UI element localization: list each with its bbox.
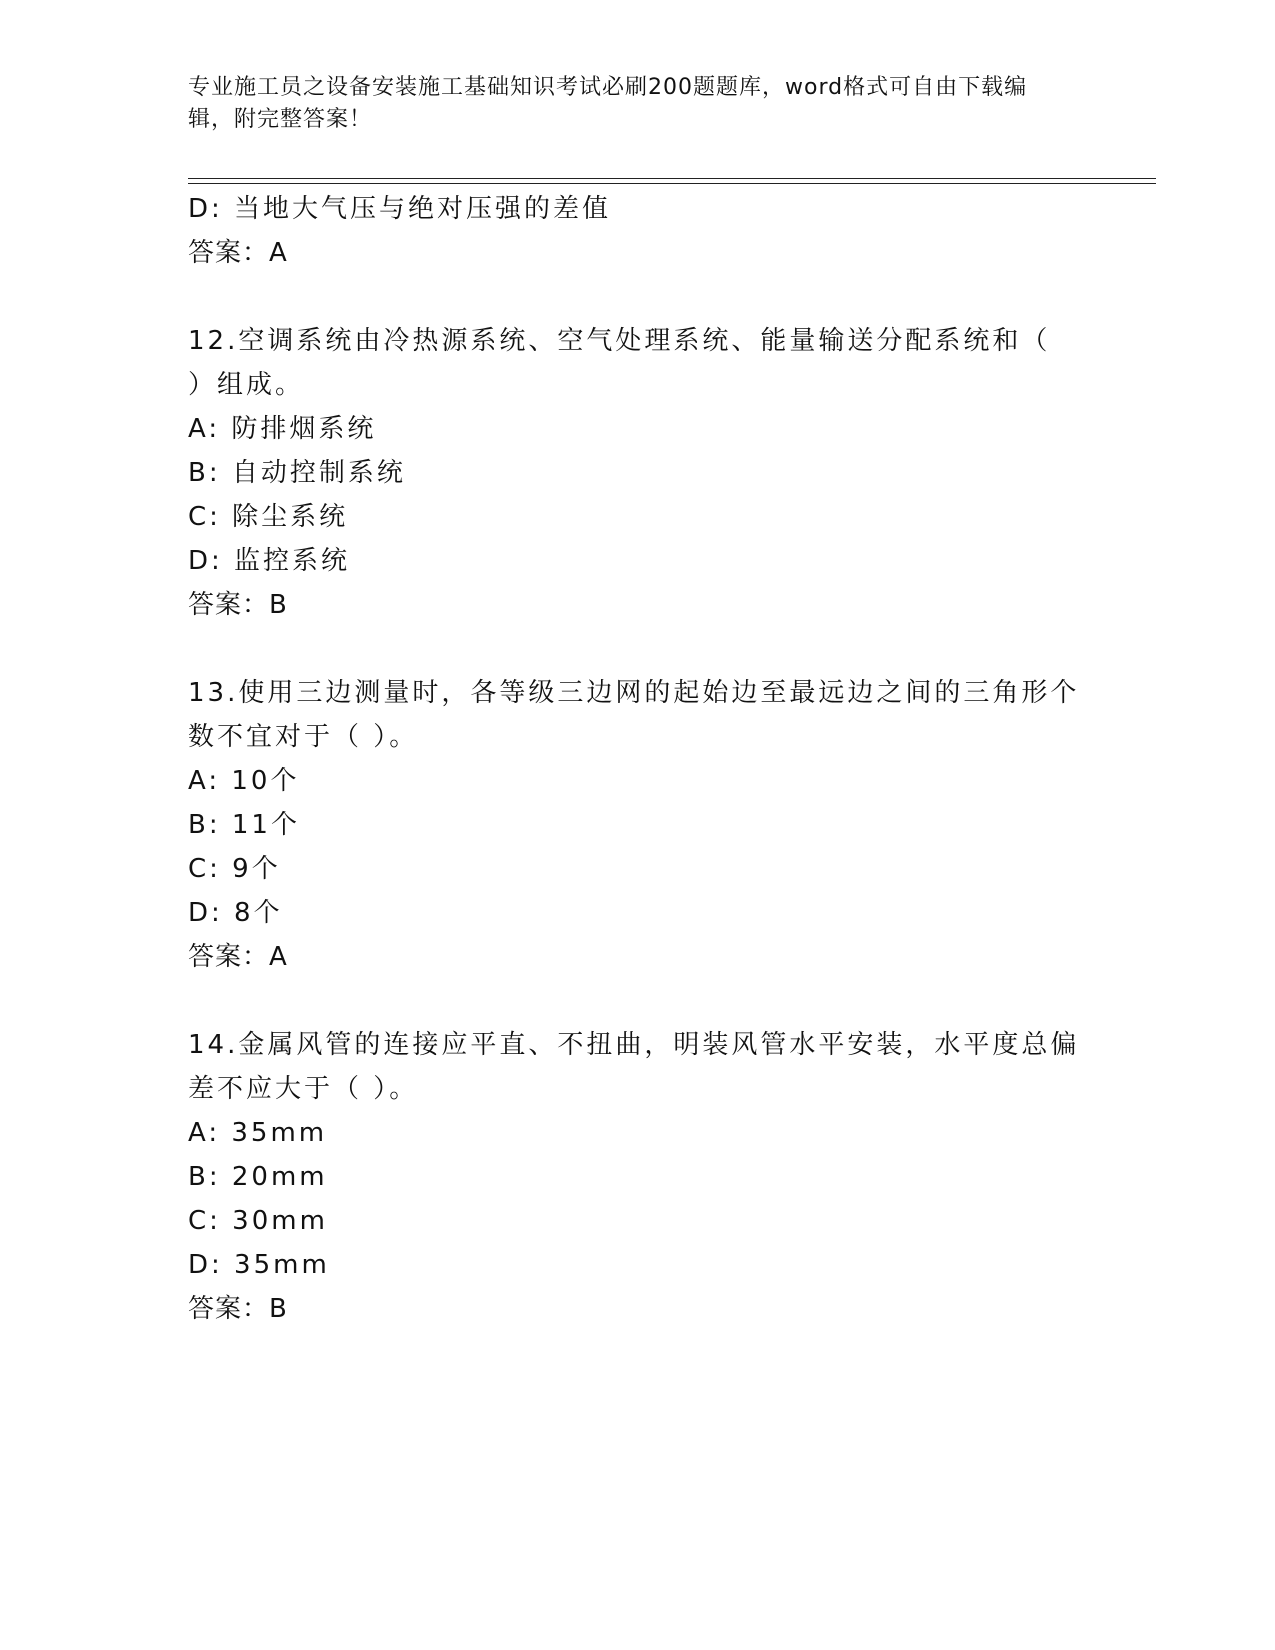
q13-stem-line2: 数不宜对于（ ）。	[188, 722, 419, 752]
q13-option-d: D: 8个	[188, 898, 283, 928]
document-header: 专业施工员之设备安装施工基础知识考试必刷200题题库，word格式可自由下载编辑，附完整答案！	[188, 75, 1028, 132]
q12-stem-line1: 12.空调系统由冷热源系统、空气处理系统、能量输送分配系统和（	[188, 326, 1051, 356]
q11-option-d: D: 当地大气压与绝对压强的差值	[188, 194, 612, 224]
q13-option-a: A: 10个	[188, 766, 300, 796]
header-rule-top	[188, 178, 1156, 179]
q14-stem-line1: 14.金属风管的连接应平直、不扭曲，明装风管水平安装，水平度总偏	[188, 1030, 1080, 1060]
q12-option-a: A: 防排烟系统	[188, 414, 377, 444]
q11-answer: 答案：A	[188, 238, 288, 268]
header-rule-bottom	[188, 183, 1156, 184]
q12-option-b: B: 自动控制系统	[188, 458, 406, 488]
q13-option-c: C: 9个	[188, 854, 281, 884]
q14-option-a: A: 35mm	[188, 1118, 328, 1148]
q14-option-c: C: 30mm	[188, 1206, 328, 1236]
q12-option-d: D: 监控系统	[188, 546, 351, 576]
q13-option-b: B: 11个	[188, 810, 300, 840]
q14-stem-line2: 差不应大于（ ）。	[188, 1074, 419, 1104]
q13-stem-line1: 13.使用三边测量时，各等级三边网的起始边至最远边之间的三角形个	[188, 678, 1080, 708]
q12-stem-line2: ）组成。	[188, 370, 305, 400]
q14-option-b: B: 20mm	[188, 1162, 328, 1192]
q13-answer: 答案：A	[188, 942, 288, 972]
q14-option-d: D: 35mm	[188, 1250, 330, 1280]
q12-answer: 答案：B	[188, 590, 288, 620]
q12-option-c: C: 除尘系统	[188, 502, 349, 532]
q14-answer: 答案：B	[188, 1294, 288, 1324]
